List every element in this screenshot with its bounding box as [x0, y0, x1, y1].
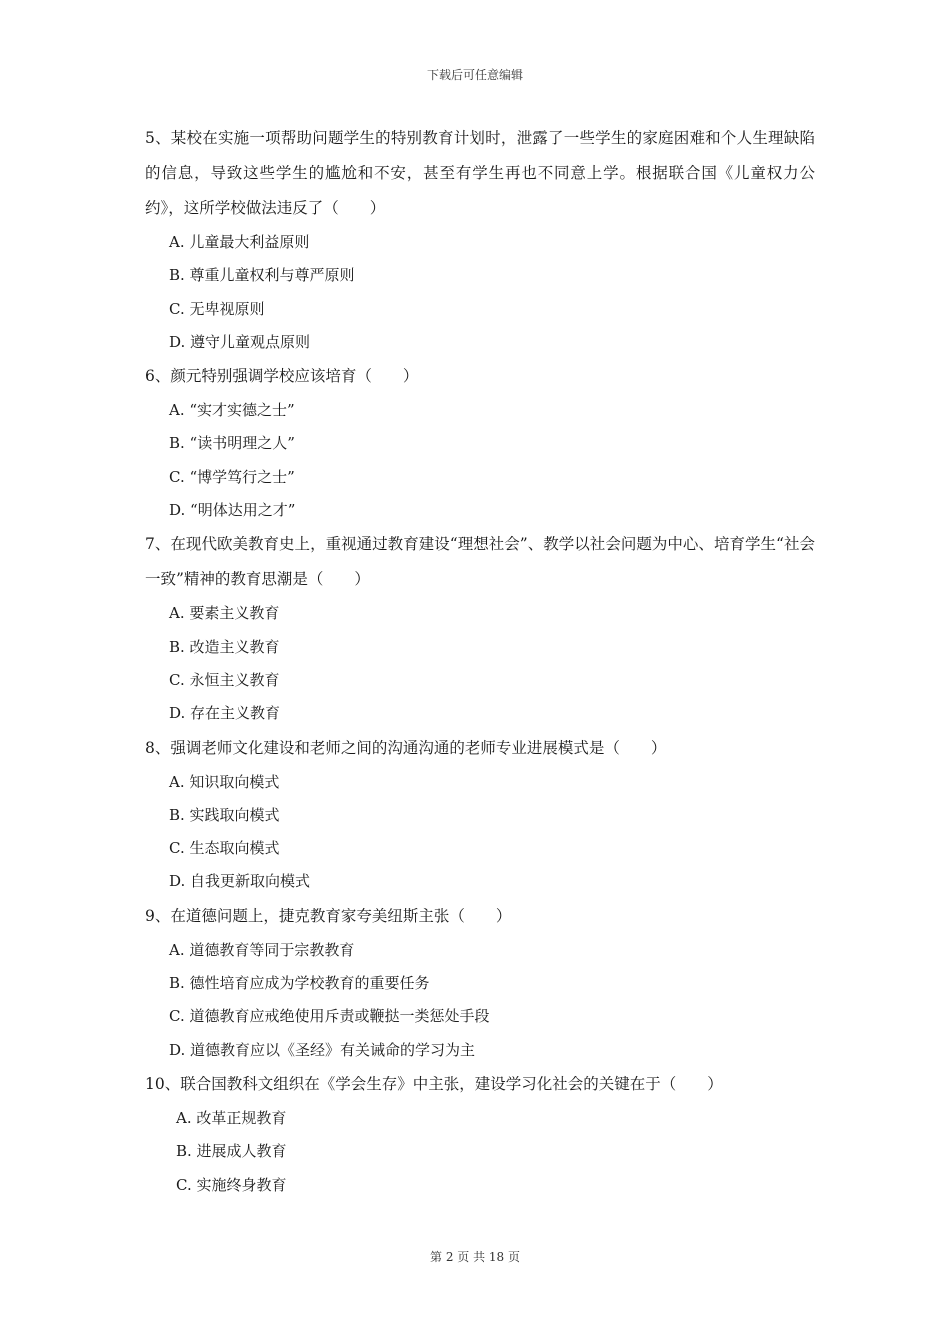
option-d: D. 自我更新取向模式 [169, 872, 311, 891]
option-b: B. 实践取向模式 [169, 805, 280, 824]
question-stem: 10、联合国教科文组织在《学会生存》中主张，建设学习化社会的关键在于（ ） [145, 1074, 723, 1093]
option-b: B. 改造主义教育 [169, 637, 280, 656]
option-list [145, 934, 815, 1067]
option-list [145, 766, 815, 899]
option-c: C. “博学笃行之士” [169, 467, 295, 486]
option-list [145, 394, 815, 527]
question-stem: 6、颜元特别强调学校应该培育（ ） [145, 367, 419, 386]
option-b: B. 尊重儿童权利与尊严原则 [169, 266, 355, 285]
option-d: D. 道德教育应以《圣经》有关诫命的学习为主 [169, 1040, 476, 1059]
page-header: 下载后可任意编辑 [426, 68, 523, 82]
question-8 [145, 731, 815, 899]
option-c: C. 永恒主义教育 [169, 670, 280, 689]
question-stem: 8、强调老师文化建设和老师之间的沟通沟通的老师专业进展模式是（ ） [145, 738, 667, 757]
option-a: A. “实才实德之士” [169, 401, 295, 420]
option-list [145, 226, 815, 359]
question-7 [145, 527, 815, 730]
option-list [145, 597, 815, 730]
option-b: B. 进展成人教育 [176, 1142, 287, 1161]
question-stem: 5、某校在实施一项帮助问题学生的特别教育计划时，泄露了一些学生的家庭困难和个人生理缺陷的信息，导致这些学生的尴尬和不安，甚至有学生再也不同意上学。根据联合国《儿童权力公约》，这所学校做法违反了（ ） [145, 129, 815, 217]
option-c: C. 生态取向模式 [169, 839, 280, 858]
option-d: D. 存在主义教育 [169, 704, 281, 723]
question-9 [145, 899, 815, 1067]
option-c: C. 无卑视原则 [169, 299, 265, 318]
option-a: A. 儿童最大利益原则 [169, 233, 310, 251]
option-c: C. 实施终身教育 [176, 1175, 287, 1194]
option-d: D. 遵守儿童观点原则 [169, 332, 311, 351]
option-a: A. 要素主义教育 [169, 604, 280, 623]
option-b: B. “读书明理之人” [169, 434, 295, 453]
option-a: A. 知识取向模式 [169, 772, 280, 791]
option-a: A. 改革正规教育 [176, 1108, 287, 1127]
question-6 [145, 359, 815, 527]
question-stem: 9、在道德问题上，捷克教育家夸美纽斯主张（ ） [145, 906, 512, 925]
page-number: 第 2 页 共 18 页 [430, 1250, 520, 1264]
option-list [145, 1102, 815, 1202]
question-10 [145, 1067, 815, 1202]
question-5 [145, 121, 815, 359]
question-list [145, 121, 815, 1202]
question-stem: 7、在现代欧美教育史上，重视通过教育建设“理想社会”、教学以社会问题为中心、培育学生“社会一致”精神的教育思潮是（ ） [145, 535, 815, 589]
option-d: D. “明体达用之才” [169, 501, 296, 520]
option-c: C. 道德教育应戒绝使用斥责或鞭挞一类惩处手段 [169, 1007, 490, 1026]
option-b: B. 德性培育应成为学校教育的重要任务 [169, 974, 430, 993]
option-a: A. 道德教育等同于宗教教育 [169, 940, 355, 959]
